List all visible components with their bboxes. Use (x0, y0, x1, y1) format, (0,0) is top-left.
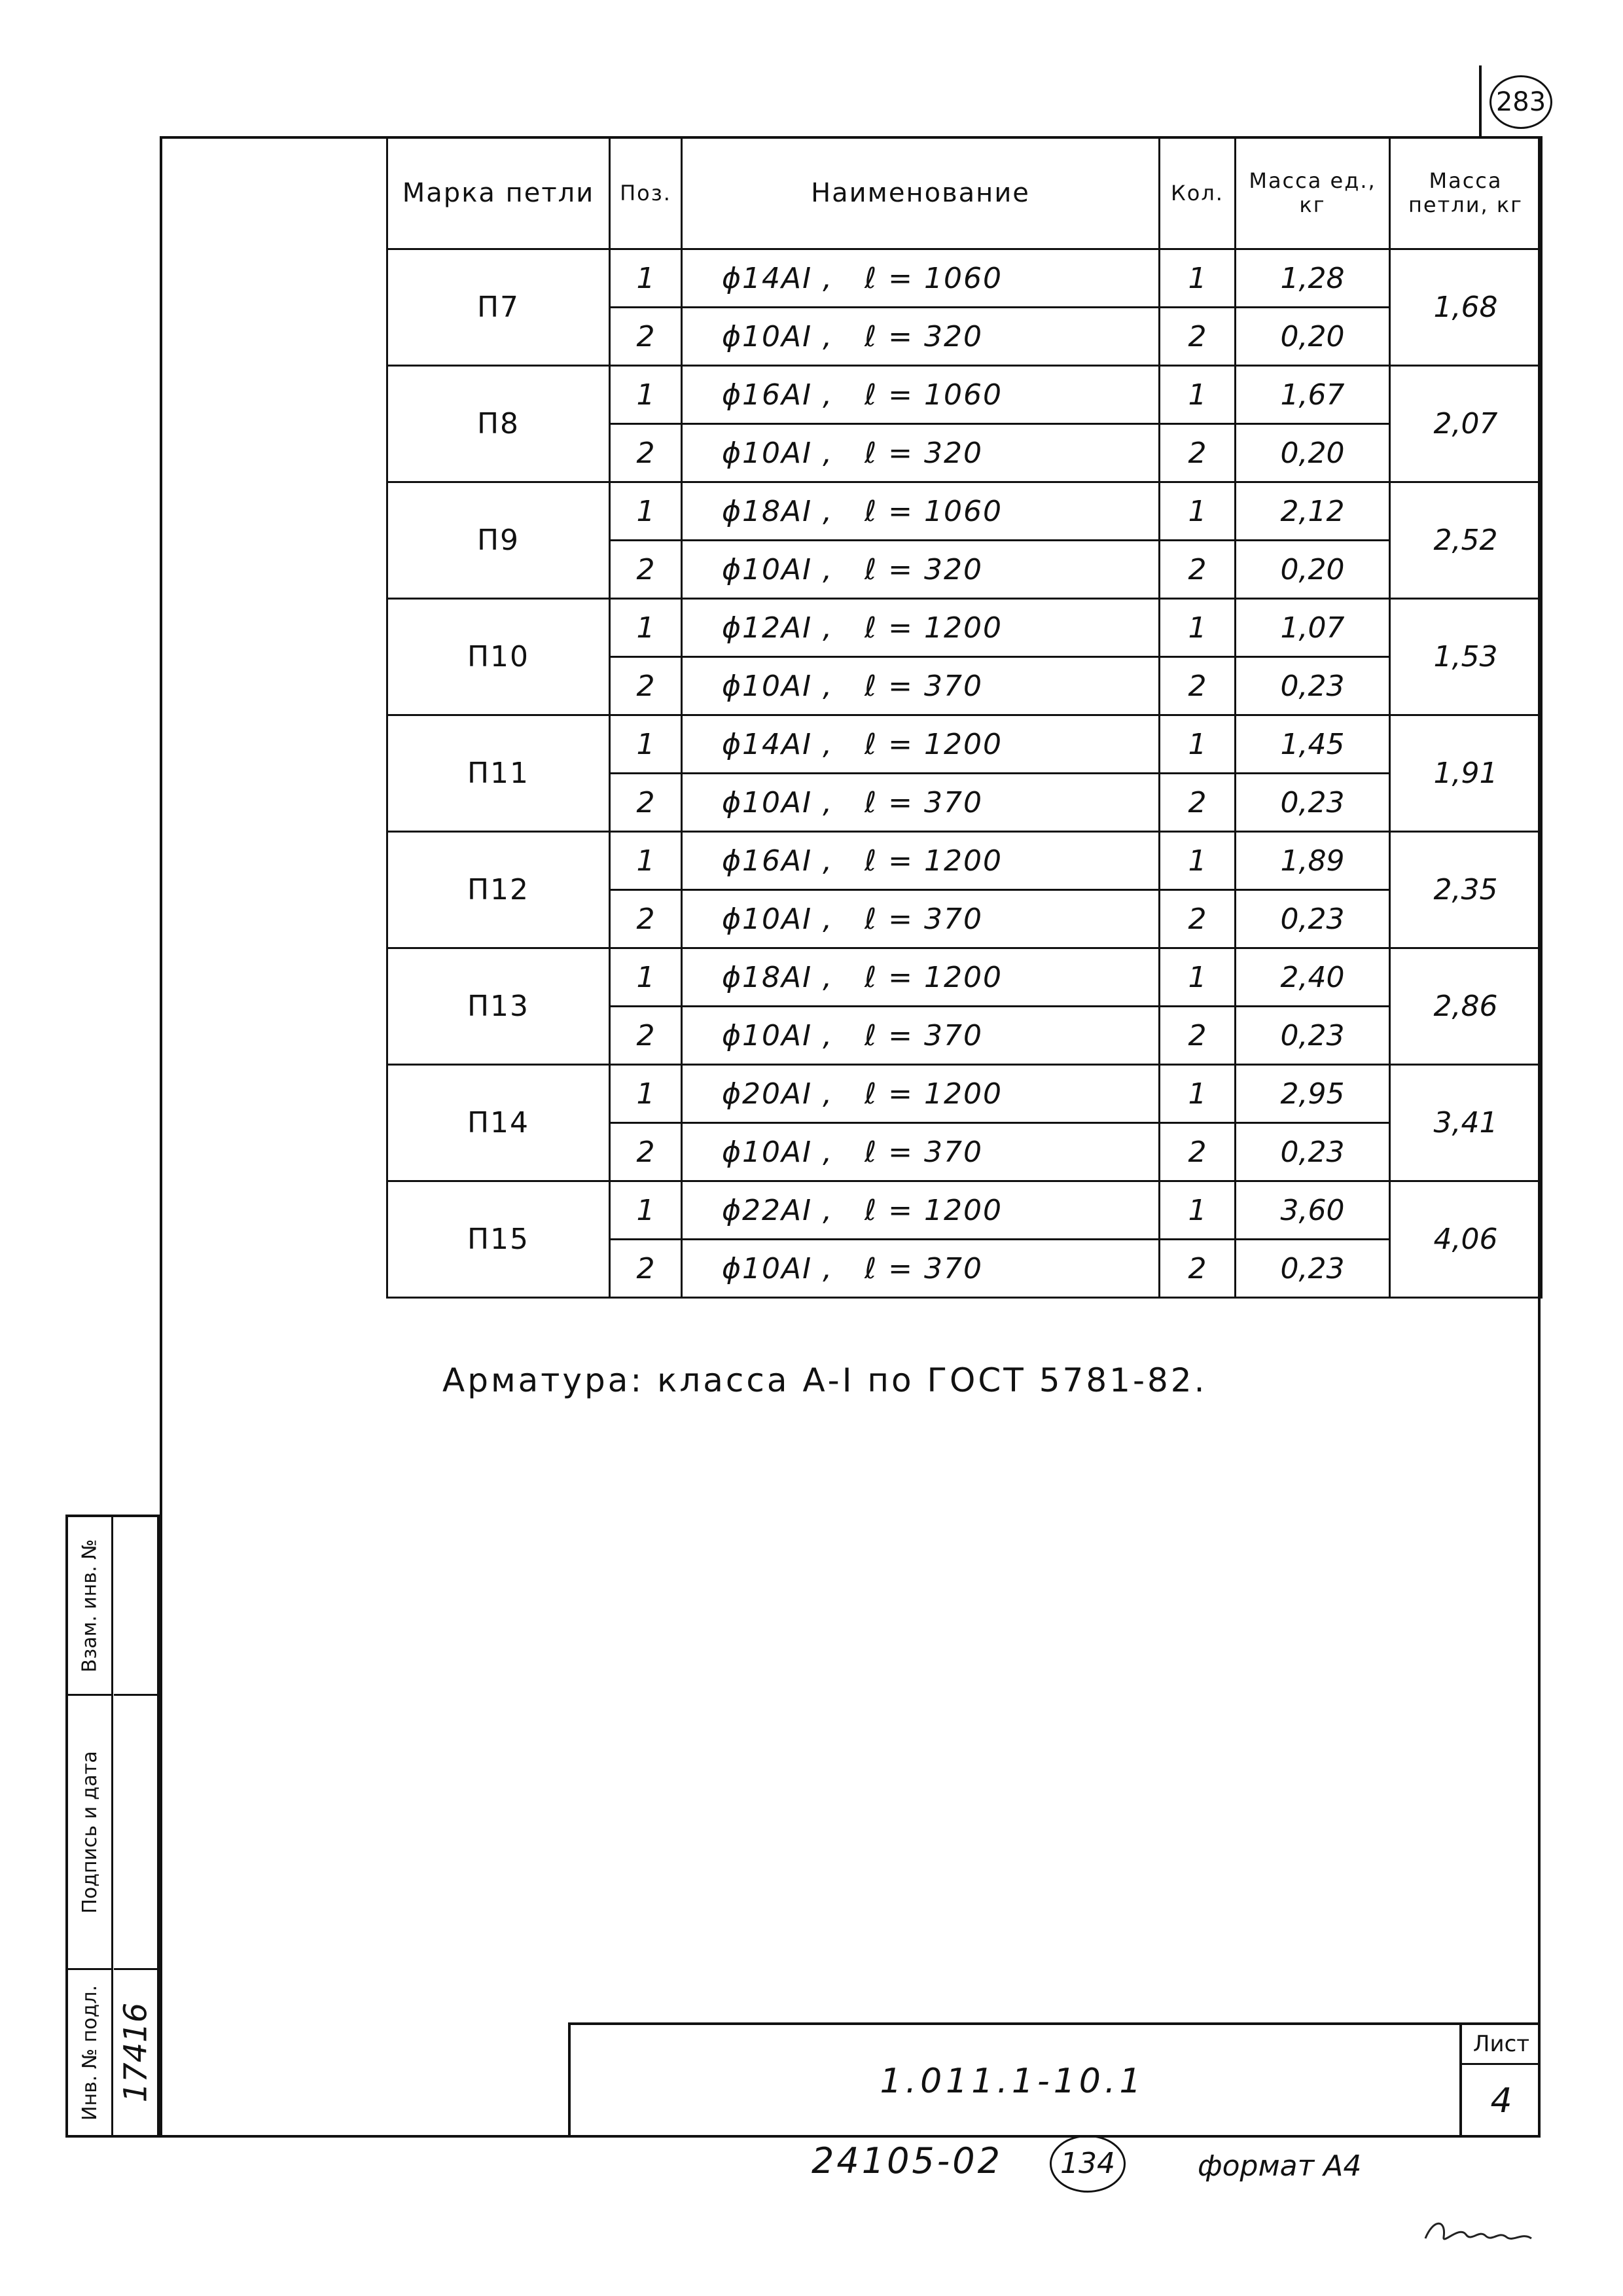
name-cell: ϕ14АI , ℓ = 1060 (682, 249, 1160, 308)
position-cell: 1 (610, 366, 682, 424)
quantity-cell: 2 (1160, 1123, 1236, 1181)
name-cell: ϕ16АI , ℓ = 1200 (682, 832, 1160, 890)
footer-format: формат А4 (1198, 2149, 1362, 2183)
unit-mass-cell: 0,23 (1236, 890, 1390, 948)
position-cell: 2 (610, 774, 682, 832)
position-cell: 1 (610, 482, 682, 541)
position-cell: 1 (610, 948, 682, 1007)
loop-mass-cell: 2,52 (1390, 482, 1542, 599)
replace-inv-cell (68, 1517, 111, 1696)
unit-mass-cell: 2,40 (1236, 948, 1390, 1007)
name-cell: ϕ16АI , ℓ = 1060 (682, 366, 1160, 424)
inv-orig-label: Инв. № подл. (78, 1984, 101, 2121)
title-block (568, 2022, 1541, 2138)
name-cell: ϕ14АI , ℓ = 1200 (682, 715, 1160, 774)
footer-code: 24105-02 (812, 2140, 1003, 2181)
loop-mark-cell: П7 (387, 249, 610, 366)
quantity-cell: 2 (1160, 424, 1236, 482)
side-label-column (68, 1517, 113, 2135)
quantity-cell: 1 (1160, 832, 1236, 890)
inv-orig-value: 17416 (117, 2002, 154, 2103)
unit-mass-cell: 0,20 (1236, 424, 1390, 482)
quantity-cell: 1 (1160, 482, 1236, 541)
page-number-box (1479, 65, 1560, 137)
loop-mark-cell: П9 (387, 482, 610, 599)
quantity-cell: 2 (1160, 657, 1236, 715)
unit-mass-cell: 0,20 (1236, 541, 1390, 599)
loop-mass-cell: 1,91 (1390, 715, 1542, 832)
table-row (387, 832, 1542, 890)
header-name: Наименование (682, 137, 1160, 249)
document-code: 1.011.1-10.1 (880, 2062, 1145, 2101)
position-cell: 2 (610, 424, 682, 482)
replace-inv-label: Взам. инв. № (78, 1539, 101, 1672)
table-row (387, 599, 1542, 657)
loop-mark-cell: П8 (387, 366, 610, 482)
position-cell: 2 (610, 308, 682, 366)
unit-mass-cell: 0,23 (1236, 774, 1390, 832)
table-row (387, 366, 1542, 424)
quantity-cell: 2 (1160, 541, 1236, 599)
table-row (387, 1181, 1542, 1240)
table-body (387, 249, 1542, 1298)
unit-mass-cell: 0,20 (1236, 308, 1390, 366)
quantity-cell: 2 (1160, 890, 1236, 948)
quantity-cell: 2 (1160, 1007, 1236, 1065)
header-loop-mass: Масса петли, кг (1390, 137, 1542, 249)
header-qty: Кол. (1160, 137, 1236, 249)
position-cell: 1 (610, 832, 682, 890)
unit-mass-cell: 1,07 (1236, 599, 1390, 657)
position-cell: 2 (610, 1007, 682, 1065)
unit-mass-cell: 2,12 (1236, 482, 1390, 541)
name-cell: ϕ10АI , ℓ = 370 (682, 1123, 1160, 1181)
name-cell: ϕ22АI , ℓ = 1200 (682, 1181, 1160, 1240)
quantity-cell: 2 (1160, 774, 1236, 832)
quantity-cell: 1 (1160, 249, 1236, 308)
loop-mark-cell: П10 (387, 599, 610, 715)
name-cell: ϕ10АI , ℓ = 320 (682, 424, 1160, 482)
quantity-cell: 1 (1160, 1065, 1236, 1123)
loop-mass-cell: 1,68 (1390, 249, 1542, 366)
name-cell: ϕ10АI , ℓ = 320 (682, 541, 1160, 599)
position-cell: 2 (610, 1240, 682, 1298)
table-row (387, 249, 1542, 308)
position-cell: 2 (610, 657, 682, 715)
loop-mark-cell: П13 (387, 948, 610, 1065)
position-cell: 1 (610, 1065, 682, 1123)
table-row (387, 715, 1542, 774)
position-cell: 1 (610, 599, 682, 657)
unit-mass-cell: 0,23 (1236, 657, 1390, 715)
reinforcement-note: Арматура: класса А-I по ГОСТ 5781-82. (442, 1361, 1207, 1399)
unit-mass-cell: 0,23 (1236, 1123, 1390, 1181)
loop-mass-cell: 2,86 (1390, 948, 1542, 1065)
loop-mass-cell: 3,41 (1390, 1065, 1542, 1181)
inv-orig-value-cell (114, 1970, 157, 2135)
name-cell: ϕ10АI , ℓ = 370 (682, 890, 1160, 948)
position-cell: 2 (610, 541, 682, 599)
sign-date-label: Подпись и дата (78, 1750, 101, 1914)
loop-mass-cell: 1,53 (1390, 599, 1542, 715)
header-unit-mass: Масса ед., кг (1236, 137, 1390, 249)
sheet-cell (1459, 2025, 1541, 2138)
unit-mass-cell: 1,28 (1236, 249, 1390, 308)
table-row (387, 482, 1542, 541)
position-cell: 2 (610, 1123, 682, 1181)
name-cell: ϕ10АI , ℓ = 320 (682, 308, 1160, 366)
loop-mass-cell: 2,07 (1390, 366, 1542, 482)
name-cell: ϕ10АI , ℓ = 370 (682, 1007, 1160, 1065)
loop-mark-cell: П12 (387, 832, 610, 948)
sign-date-cell (68, 1696, 111, 1970)
unit-mass-cell: 1,89 (1236, 832, 1390, 890)
position-cell: 1 (610, 1181, 682, 1240)
name-cell: ϕ10АI , ℓ = 370 (682, 657, 1160, 715)
specification-table (386, 136, 1543, 1299)
unit-mass-cell: 3,60 (1236, 1181, 1390, 1240)
quantity-cell: 1 (1160, 715, 1236, 774)
loop-mark-cell: П11 (387, 715, 610, 832)
name-cell: ϕ10АI , ℓ = 370 (682, 774, 1160, 832)
unit-mass-cell: 2,95 (1236, 1065, 1390, 1123)
name-cell: ϕ12АI , ℓ = 1200 (682, 599, 1160, 657)
position-cell: 1 (610, 249, 682, 308)
loop-mark-cell: П15 (387, 1181, 610, 1298)
unit-mass-cell: 0,23 (1236, 1007, 1390, 1065)
sheet-label: Лист (1462, 2025, 1541, 2065)
footer-circle-number: 134 (1050, 2135, 1126, 2193)
header-mark: Марка петли (387, 137, 610, 249)
side-divider (114, 1694, 157, 1696)
quantity-cell: 1 (1160, 599, 1236, 657)
unit-mass-cell: 0,23 (1236, 1240, 1390, 1298)
name-cell: ϕ18АI , ℓ = 1200 (682, 948, 1160, 1007)
quantity-cell: 2 (1160, 308, 1236, 366)
sheet-number: 4 (1490, 2081, 1512, 2121)
unit-mass-cell: 1,45 (1236, 715, 1390, 774)
quantity-cell: 1 (1160, 948, 1236, 1007)
loop-mass-cell: 2,35 (1390, 832, 1542, 948)
page-number: 283 (1489, 75, 1552, 129)
side-stamp (65, 1515, 160, 2138)
header-pos: Поз. (610, 137, 682, 249)
table-row (387, 948, 1542, 1007)
name-cell: ϕ18АI , ℓ = 1060 (682, 482, 1160, 541)
position-cell: 1 (610, 715, 682, 774)
name-cell: ϕ20АI , ℓ = 1200 (682, 1065, 1160, 1123)
inv-orig-cell (68, 1970, 111, 2135)
name-cell: ϕ10АI , ℓ = 370 (682, 1240, 1160, 1298)
unit-mass-cell: 1,67 (1236, 366, 1390, 424)
quantity-cell: 1 (1160, 366, 1236, 424)
quantity-cell: 1 (1160, 1181, 1236, 1240)
table-row (387, 1065, 1542, 1123)
table-header-row (387, 137, 1542, 249)
loop-mark-cell: П14 (387, 1065, 610, 1181)
quantity-cell: 2 (1160, 1240, 1236, 1298)
loop-mass-cell: 4,06 (1390, 1181, 1542, 1298)
position-cell: 2 (610, 890, 682, 948)
signature-mark (1420, 2212, 1538, 2251)
